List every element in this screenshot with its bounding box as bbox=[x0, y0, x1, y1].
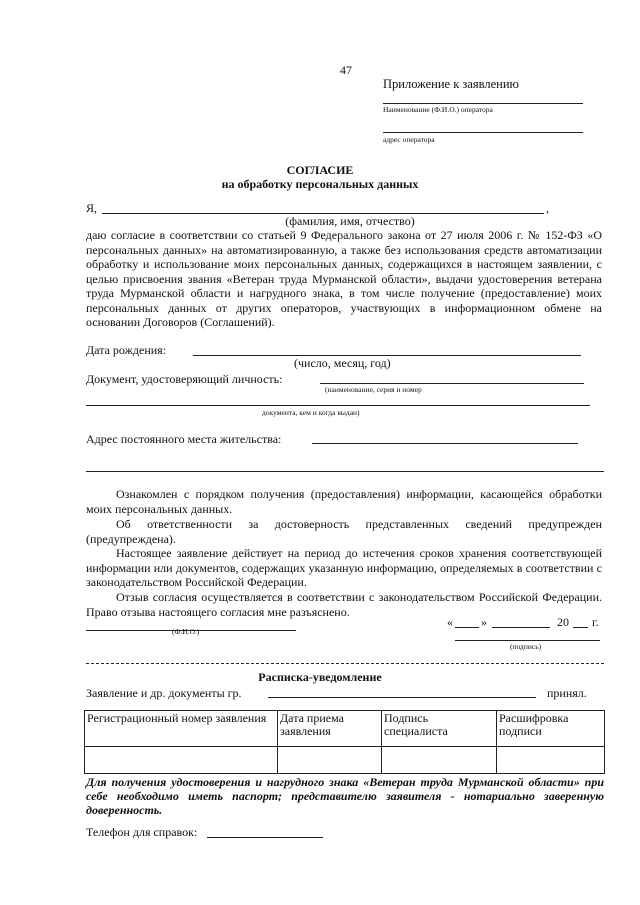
statement-withdrawal: Отзыв согласия осуществляется в соответствии с законодательством Российской Федерации. Право отзыва настоящего согласия мне разъяснено. bbox=[86, 590, 602, 619]
table-header-row bbox=[85, 711, 605, 747]
birth-date-caption: (число, месяц, год) bbox=[294, 356, 391, 370]
id-doc-line-2 bbox=[86, 405, 590, 406]
signature-line bbox=[455, 640, 600, 641]
statement-responsibility: Об ответственности за достоверность представленных сведений предупрежден (предупреждена). bbox=[86, 517, 602, 546]
statement-validity: Настоящее заявление действует на период до истечения сроков хранения соответствующей информации или документов, содержащих указанную информацию, определяемых в соответствии с законодательством Российской Федерации. bbox=[86, 546, 602, 589]
i-label: Я, bbox=[86, 201, 98, 215]
id-doc-label: Документ, удостоверяющий личность: bbox=[86, 372, 283, 386]
col-registration-number: Регистрационный номер заявления bbox=[85, 711, 278, 747]
passport-note: Для получения удостоверения и нагрудного знака «Ветеран труда Мурманской области» при себе необходимо иметь паспорт; представителю заявителя - нотариально заверенную доверенность. bbox=[86, 775, 604, 817]
receipt-name-line bbox=[268, 697, 536, 698]
cut-line bbox=[86, 663, 604, 664]
birth-date-label: Дата рождения: bbox=[86, 343, 167, 357]
document-subtitle: на обработку персональных данных bbox=[221, 177, 419, 191]
phone-label: Телефон для справок: bbox=[86, 825, 198, 839]
phone-line bbox=[207, 837, 323, 838]
id-doc-caption-2: документа, кем и когда выдан) bbox=[262, 408, 360, 417]
receipt-line-prefix: Заявление и др. документы гр. bbox=[86, 686, 242, 700]
col-acceptance-date: Дата приема заявления bbox=[278, 711, 382, 747]
col-signature-decoding: Расшифровка подписи bbox=[497, 711, 605, 747]
operator-address-line bbox=[383, 132, 583, 133]
annex-title: Приложение к заявлению bbox=[383, 77, 519, 91]
consent-text: даю согласие в соответствии со статьей 9 Федерального закона от 27 июля 2006 г. № 152-ФЗ «О персональных данных» на автоматизированную, а также без использования средств автоматизации обработку и использование моих персональных данных, содержащихся в настоящем заявлении, с целью присвоения звания «Ветеран труда Мурманской области», выдачи удостоверения ветерана труда Мурманской области и нагрудного знака, в том числе получение (предоставление) моих персональных данных от других операторов, участвующих в информационном обмене на основании Договоров (Соглашений). bbox=[86, 228, 602, 329]
table-cell bbox=[382, 747, 497, 774]
date-year-prefix: 20 bbox=[557, 615, 569, 629]
operator-address-caption: адрес оператора bbox=[383, 135, 435, 144]
registration-table bbox=[84, 710, 605, 774]
receipt-title: Расписка-уведомление bbox=[258, 670, 382, 684]
address-label: Адрес постоянного места жительства: bbox=[86, 432, 282, 446]
receipt-line-suffix: принял. bbox=[547, 686, 587, 700]
date-day-line bbox=[455, 627, 479, 628]
address-line-2 bbox=[86, 471, 604, 472]
operator-name-line bbox=[383, 103, 583, 104]
address-line bbox=[312, 443, 578, 444]
statement-acquainted: Ознакомлен с порядком получения (предоставления) информации, касающейся обработки моих персональных данных. bbox=[86, 487, 602, 516]
fio-comma: , bbox=[546, 201, 549, 215]
id-doc-caption: (наименование, серия и номер bbox=[325, 385, 422, 394]
table-cell bbox=[497, 747, 605, 774]
signature-fio-caption: (Ф.И.О.) bbox=[172, 627, 200, 636]
date-close-quote: » bbox=[481, 615, 487, 629]
id-doc-line bbox=[320, 383, 584, 384]
date-year-line bbox=[573, 627, 588, 628]
date-year-suffix: г. bbox=[592, 615, 599, 629]
table-cell bbox=[85, 747, 278, 774]
table-row bbox=[85, 747, 605, 774]
signature-caption: (подпись) bbox=[510, 642, 542, 651]
document-title: СОГЛАСИЕ bbox=[286, 163, 354, 177]
fio-caption: (фамилия, имя, отчество) bbox=[285, 214, 415, 228]
col-specialist-signature: Подпись специалиста bbox=[382, 711, 497, 747]
date-open-quote: « bbox=[447, 615, 453, 629]
operator-name-caption: Наименование (Ф.И.О.) оператора bbox=[383, 105, 493, 114]
page-number: 47 bbox=[340, 63, 352, 77]
date-month-line bbox=[492, 627, 550, 628]
table-cell bbox=[278, 747, 382, 774]
